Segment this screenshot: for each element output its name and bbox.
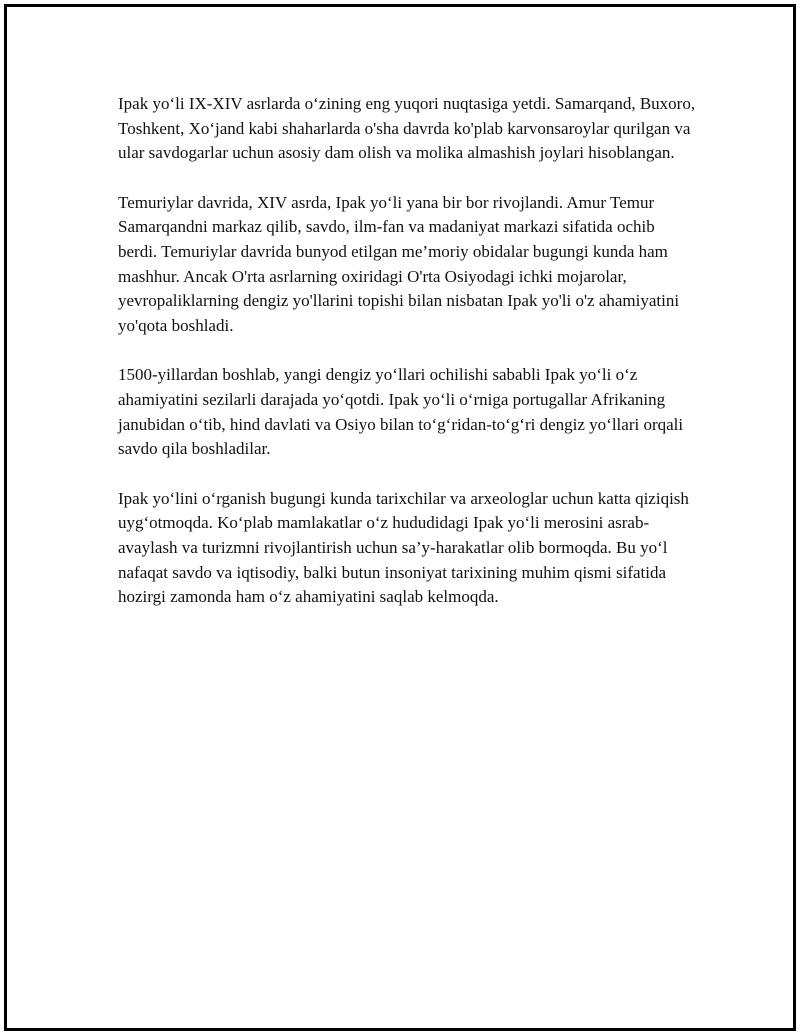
paragraph-1: Ipak yo‘li IX-XIV asrlarda o‘zining eng yuqori nuqtasiga yetdi. Samarqand, Buxoro, Toshkent, Xo‘jand kabi shaharlarda o'sha davrda ko'plab karvonsaroylar qurilgan va ular savdogarlar uchun asosiy dam olish va molika almashish joylari hisoblangan.: [118, 94, 696, 163]
document-body: [118, 92, 698, 635]
paragraph-4: Ipak yo‘lini o‘rganish bugungi kunda tarixchilar va arxeologlar uchun katta qiziqish uyg‘otmoqda. Ko‘plab mamlakatlar o‘z hududidagi Ipak yo‘li merosini asrab-avaylash va turizmni rivojlantirish uchun sa’y-harakatlar olib bormoqda. Bu yo‘l nafaqat savdo va iqtisodiy, balki butun insoniyat tarixining muhim qismi sifatida hozirgi zamonda ham o‘z ahamiyatini saqlab kelmoqda.: [118, 488, 689, 607]
paragraph-2: Temuriylar davrida, XIV asrda, Ipak yo‘li yana bir bor rivojlandi. Amur Temur Samarqandni markaz qilib, savdo, ilm-fan va madaniyat markazi sifatida ochib berdi. Temuriylar davrida bunyod etilgan me’moriy obidalar bugungi kunda ham mashhur. Ancak O'rta asrlarning oxiridagi O'rta Osiyodagi ichki mojarolar, yevropaliklarning dengiz yo'llarini topishi bilan nisbatan Ipak yo'li o'z ahamiyatini yo'qota boshladi.: [118, 192, 680, 335]
paragraph-3: 1500-yillardan boshlab, yangi dengiz yo‘llari ochilishi sababli Ipak yo‘li o‘z ahamiyatini sezilarli darajada yo‘qotdi. Ipak yo‘li o‘rniga portugallar Afrikaning janubidan o‘tib, hind davlati va Osiyo bilan to‘g‘ridan-to‘g‘ri dengiz yo‘llari orqali savdo qila boshladilar.: [118, 365, 684, 459]
